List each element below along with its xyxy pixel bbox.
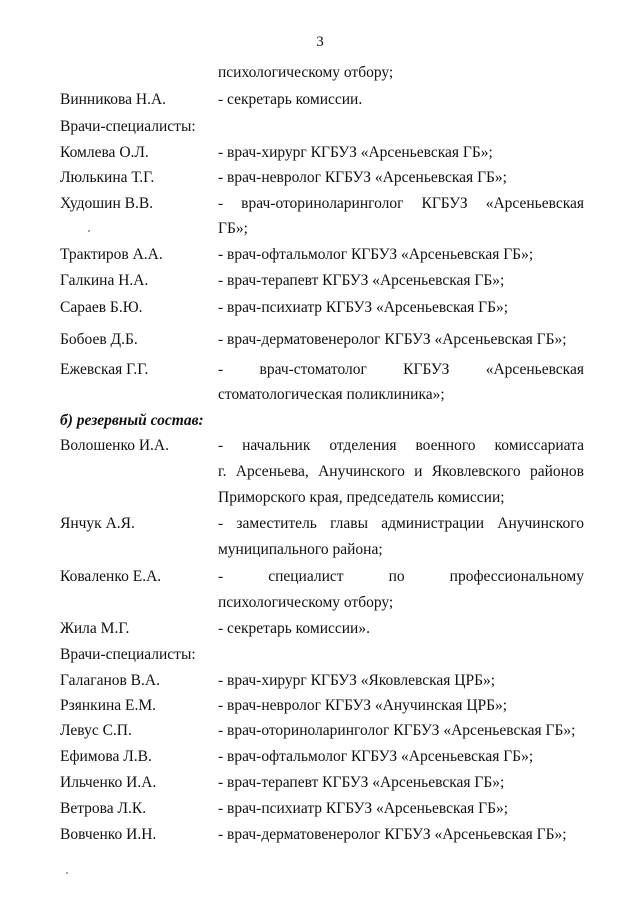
member-name: Волошенко И.А. bbox=[60, 437, 169, 454]
scan-speck bbox=[66, 872, 68, 874]
member-role: психологическому отбору; bbox=[218, 64, 394, 81]
page-number: 3 bbox=[316, 34, 324, 50]
member-role: муниципального района; bbox=[218, 541, 383, 558]
member-role: ГБ»; bbox=[218, 220, 248, 237]
member-role: - врач-оториноларинголог КГБУЗ «Арсеньевская bbox=[218, 195, 584, 212]
member-name: Ильченко И.А. bbox=[60, 774, 157, 791]
member-name: Галкина Н.А. bbox=[60, 272, 149, 289]
subsection-heading: Врачи-специалисты: bbox=[60, 646, 196, 663]
section-heading: б) резервный состав: bbox=[60, 412, 204, 429]
member-name: Бобоев Д.Б. bbox=[60, 331, 138, 348]
member-role: - заместитель главы администрации Анучинского bbox=[218, 515, 584, 532]
member-name: Рзянкина Е.М. bbox=[60, 697, 157, 714]
member-role: - начальник отделения военного комиссариата bbox=[218, 437, 584, 454]
member-name: Коваленко Е.А. bbox=[60, 568, 162, 585]
member-name: Люлькина Т.Г. bbox=[60, 169, 155, 186]
member-role: психологическому отбору; bbox=[218, 594, 394, 611]
member-role: - врач-стоматолог КГБУЗ «Арсеньевская bbox=[218, 361, 584, 378]
member-name: Худошин В.В. bbox=[60, 195, 154, 212]
member-role: - врач-невролог КГБУЗ «Анучинская ЦРБ»; bbox=[218, 697, 508, 714]
member-name: Трактиров А.А. bbox=[60, 246, 163, 263]
member-role: - врач-дерматовенеролог КГБУЗ «Арсеньевская ГБ»; bbox=[218, 331, 567, 348]
member-name: Левус С.П. bbox=[60, 722, 132, 739]
member-role: - врач-хирург КГБУЗ «Яковлевская ЦРБ»; bbox=[218, 672, 496, 689]
member-role: - врач-невролог КГБУЗ «Арсеньевская ГБ»; bbox=[218, 169, 507, 186]
member-role: - врач-хирург КГБУЗ «Арсеньевская ГБ»; bbox=[218, 144, 493, 161]
member-role: - врач-офтальмолог КГБУЗ «Арсеньевская ГБ»; bbox=[218, 246, 534, 263]
member-role: - врач-психиатр КГБУЗ «Арсеньевская ГБ»; bbox=[218, 800, 509, 817]
member-name: Жила М.Г. bbox=[60, 620, 130, 637]
subsection-heading: Врачи-специалисты: bbox=[60, 118, 196, 135]
member-name: Винникова Н.А. bbox=[60, 91, 167, 108]
member-role: - секретарь комиссии. bbox=[218, 91, 363, 108]
member-role: - врач-терапевт КГБУЗ «Арсеньевская ГБ»; bbox=[218, 272, 505, 289]
member-name: Янчук А.Я. bbox=[60, 515, 135, 532]
member-name: Ефимова Л.В. bbox=[60, 748, 152, 765]
member-role: - секретарь комиссии». bbox=[218, 620, 370, 637]
member-name: Ежевская Г.Г. bbox=[60, 361, 149, 378]
member-name: Сараев Б.Ю. bbox=[60, 299, 143, 316]
member-role: - врач-оториноларинголог КГБУЗ «Арсеньевская ГБ»; bbox=[218, 722, 576, 739]
member-name: Ветрова Л.К. bbox=[60, 800, 147, 817]
member-name: Вовченко И.Н. bbox=[60, 826, 157, 843]
member-role: стоматологическая поликлиника»; bbox=[218, 386, 445, 403]
member-role: - врач-дерматовенеролог КГБУЗ «Арсеньевская ГБ»; bbox=[218, 826, 567, 843]
member-role: Приморского края, председатель комиссии; bbox=[218, 489, 505, 506]
member-role: г. Арсеньева, Анучинского и Яковлевского районов bbox=[218, 463, 584, 480]
member-name: Галаганов В.А. bbox=[60, 672, 160, 689]
member-role: - специалист по профессиональному bbox=[218, 568, 584, 585]
member-role: - врач-психиатр КГБУЗ «Арсеньевская ГБ»; bbox=[218, 299, 509, 316]
scan-speck bbox=[88, 230, 90, 232]
member-role: - врач-офтальмолог КГБУЗ «Арсеньевская ГБ»; bbox=[218, 748, 534, 765]
member-name: Комлева О.Л. bbox=[60, 144, 149, 161]
member-role: - врач-терапевт КГБУЗ «Арсеньевская ГБ»; bbox=[218, 774, 505, 791]
